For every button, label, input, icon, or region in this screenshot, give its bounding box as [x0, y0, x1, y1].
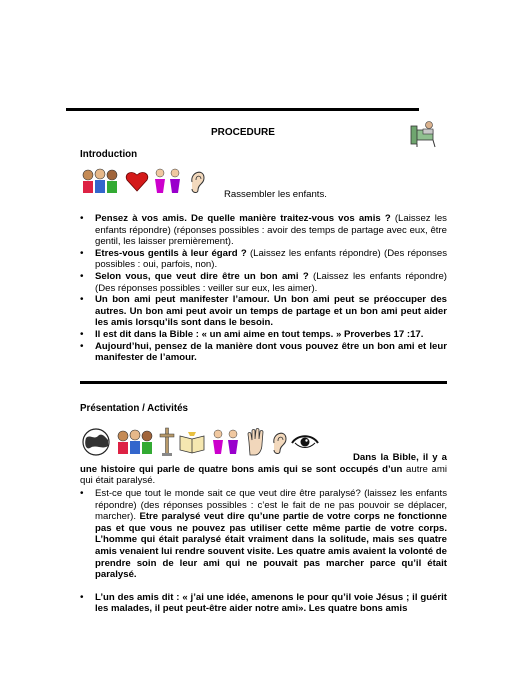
- list-item: • Aujourd’hui, pensez de la manière dont vous pouvez être un bon ami et leur manifester de l’amour.: [80, 341, 447, 364]
- list-item: • Un bon ami peut manifester l’amour. Un bon ami peut se préoccuper des autres. Un bon ami peut avoir un temps de partage et un bon ami peut aider les amis lorsqu’ils sont dans le besoin.: [80, 294, 447, 329]
- sitting-person-icon: [409, 120, 441, 148]
- top-rule: [66, 108, 419, 111]
- introduction-heading: Introduction: [80, 149, 138, 160]
- ear-icon: [188, 168, 206, 198]
- heart-icon: [125, 169, 149, 197]
- list-item: • Pensez à vos amis. De quelle manière traitez-vous vos amis ? (Laissez les enfants répondre) (réponses possibles : avoir des temps de partage avec eux, être gentil, les laisser premièrement).: [80, 213, 447, 248]
- list-item: • Etres-vous gentils à leur égard ? (Laissez les enfants répondre) (Des réponses possibles : oui, parfois, non).: [80, 248, 447, 271]
- children-group-icon: [80, 167, 122, 199]
- intro-icon-row: [80, 167, 230, 199]
- section-rule: [80, 381, 447, 384]
- list-item: • Selon vous, que veut dire être un bon ami ? (Laissez les enfants répondre) (Des réponses possibles : veiller sur eux, les aimer).: [80, 271, 447, 294]
- page-title: PROCEDURE: [211, 127, 275, 138]
- list-item: • L’un des amis dit : « j’ai une idée, amenons le pour qu’il voie Jésus ; il guérit les malades, il peut peut-être aider notre ami». Les quatre bons amis: [80, 592, 447, 615]
- introduction-list: [80, 213, 447, 364]
- gather-text: Rassembler les enfants.: [224, 189, 327, 200]
- presentation-intro: Dans la Bible, il y a une histoire qui parle de quatre bons amis qui se sont occupés d’un autre ami qui était paralysé.: [80, 452, 447, 487]
- list-item: • Il est dit dans la Bible : « un ami aime en tout temps. » Proverbes 17 :17.: [80, 329, 447, 341]
- presentation-list: [80, 488, 447, 615]
- children-group-icon: [151, 167, 185, 199]
- list-item: • Est-ce que tout le monde sait ce que veut dire être paralysé? (laissez les enfants répondre) (des réponses possibles : c’est le fait de ne pas pouvoir se déplacer, marcher). Etre paralysé veut dire qu’une partie de votre corps ne fonctionne pas et que vous ne pouvez pas utiliser cette même partie de votre corps. L’homme qui était paralysé était vraiment dans la solitude, mais ses quatre amis venaient lui rendre souvent visite. Les quatre amis avaient la volonté de prendre soin de leur ami qui ne pouvait pas marcher parce qu’il était paralysé.: [80, 488, 447, 581]
- presentation-heading: Présentation / Activités: [80, 403, 188, 414]
